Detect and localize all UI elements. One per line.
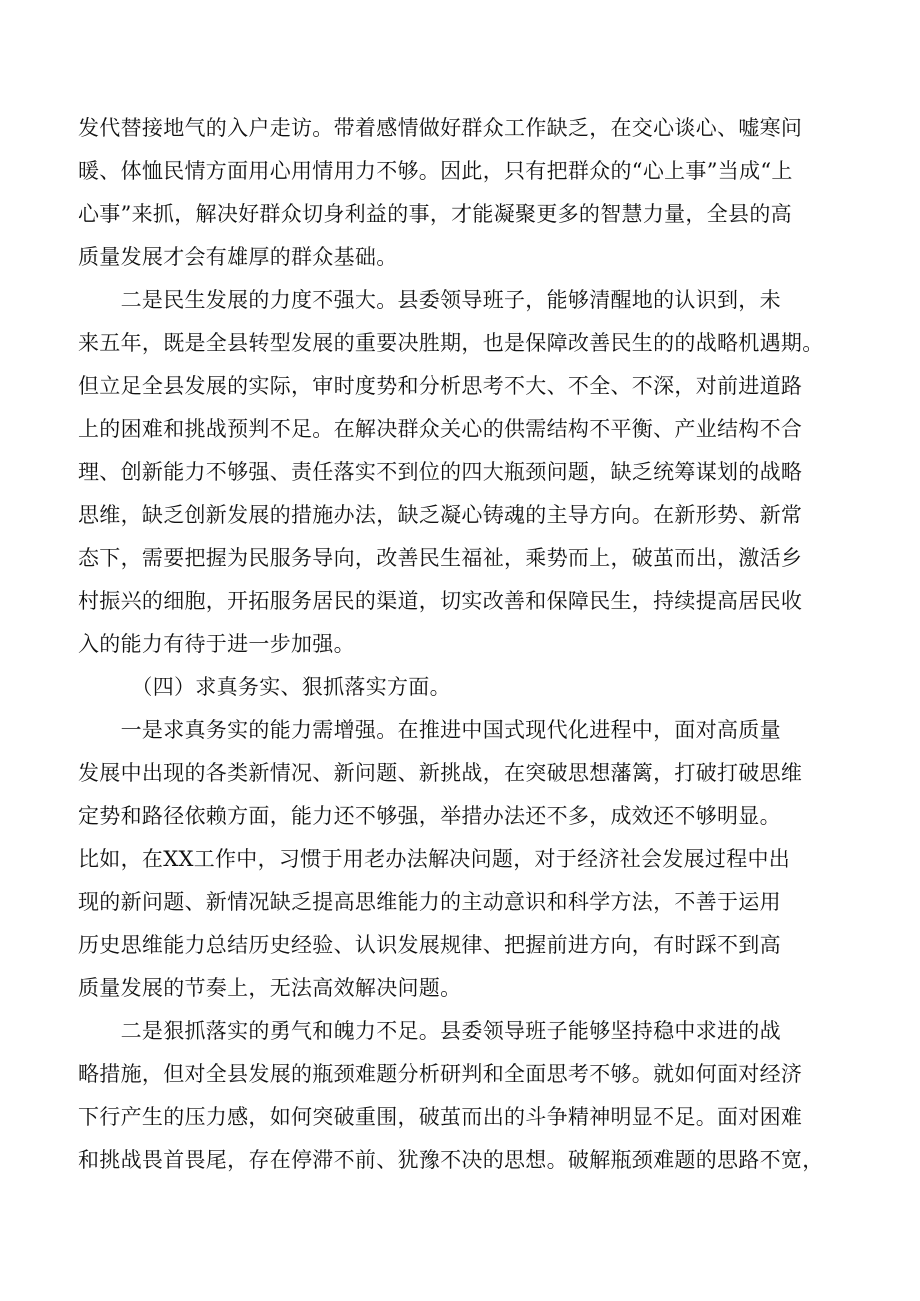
text-line-24: 下行产生的压力感，如何突破重围，破茧而出的斗争精神明显不足。面对困难 (78, 1105, 803, 1129)
text-line-10: 思维，缺乏创新发展的措施办法，缺乏凝心铸魂的主导方向。在新形势、新常 (78, 503, 803, 527)
text-line-16: 发展中出现的各类新情况、新问题、新挑战，在突破思想藩篱，打破打破思维 (78, 761, 803, 785)
text-line-12: 村振兴的细胞，开拓服务居民的渠道，切实改善和保障民生，持续提高居民收 (78, 589, 803, 613)
text-line-22: 二是狠抓落实的勇气和魄力不足。县委领导班子能够坚持稳中求进的战 (78, 1019, 781, 1043)
text-line-5: 二是民生发展的力度不强大。县委领导班子，能够清醒地的认识到，未 (78, 288, 781, 312)
section-heading: （四）求真务实、狠抓落实方面。 (78, 675, 451, 699)
text-line-23: 略措施，但对全县发展的瓶颈难题分析研判和全面思考不够。就如何面对经济 (78, 1062, 803, 1086)
text-line-19: 现的新问题、新情况缺乏提高思维能力的主动意识和科学方法，不善于运用 (78, 890, 781, 914)
text-line-4: 质量发展才会有雄厚的群众基础。 (78, 245, 398, 269)
text-line-25: 和挑战畏首畏尾，存在停滞不前、犹豫不决的思想。破解瓶颈难题的思路不宽， (78, 1148, 824, 1172)
text-line-13: 入的能力有待于进一步加强。 (78, 632, 355, 656)
text-line-2: 暖、体恤民情方面用心用情用力不够。因此，只有把群众的“心上事”当成“上 (78, 159, 793, 183)
text-line-17: 定势和路径依赖方面，能力还不够强，举措办法还不多，成效还不够明显。 (78, 804, 781, 828)
text-line-9: 理、创新能力不够强、责任落实不到位的四大瓶颈问题，缺乏统筹谋划的战略 (78, 460, 803, 484)
body-text (78, 107, 854, 1182)
text-line-6: 来五年，既是全县转型发展的重要决胜期，也是保障改善民生的的战略机遇期。 (78, 331, 824, 355)
text-line-8: 上的困难和挑战预判不足。在解决群众关心的供需结构不平衡、产业结构不合 (78, 417, 803, 441)
text-line-11: 态下，需要把握为民服务导向，改善民生福祉，乘势而上，破茧而出，激活乡 (78, 546, 803, 570)
text-line-15: 一是求真务实的能力需增强。在推进中国式现代化进程中，面对高质量 (78, 718, 781, 742)
text-line-20: 历史思维能力总结历史经验、认识发展规律、把握前进方向，有时踩不到高 (78, 933, 781, 957)
text-line-18: 比如，在XX工作中，习惯于用老办法解决问题，对于经济社会发展过程中出 (78, 847, 791, 871)
text-line-21: 质量发展的节奏上，无法高效解决问题。 (78, 976, 462, 1000)
text-line-7: 但立足全县发展的实际，审时度势和分析思考不大、不全、不深，对前进道路 (78, 374, 803, 398)
text-line-1: 发代替接地气的入户走访。带着感情做好群众工作缺乏，在交心谈心、嘘寒问 (78, 116, 803, 140)
text-line-3: 心事”来抓，解决好群众切身利益的事，才能凝聚更多的智慧力量，全县的高 (78, 202, 792, 226)
